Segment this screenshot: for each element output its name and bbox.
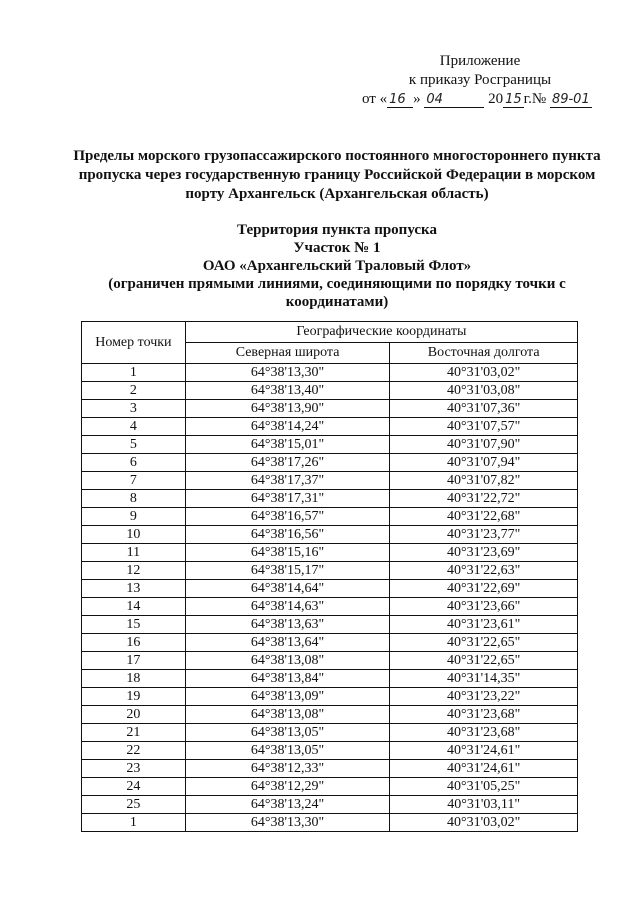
east-longitude-cell: 40°31'23,66" [390, 598, 578, 616]
appendix-header [362, 52, 590, 109]
point-number-cell: 9 [82, 508, 186, 526]
table-row [82, 436, 578, 454]
point-number-cell: 2 [82, 382, 186, 400]
table-row [82, 490, 578, 508]
point-number-cell: 22 [82, 742, 186, 760]
point-number-cell: 20 [82, 706, 186, 724]
north-latitude-cell: 64°38'14,63" [185, 598, 390, 616]
section-line-1: Территория пункта пропуска [237, 222, 437, 238]
date-prefix: от « [362, 91, 388, 107]
table-row [82, 670, 578, 688]
north-latitude-cell: 64°38'13,08" [185, 706, 390, 724]
east-longitude-cell: 40°31'05,25" [390, 778, 578, 796]
table-row [82, 616, 578, 634]
coordinates-table [81, 321, 578, 832]
point-number-cell: 21 [82, 724, 186, 742]
date-mid: » [413, 91, 421, 107]
date-month: 04 [424, 93, 484, 108]
title-line-1: Пределы морского грузопассажирского постоянного многостороннего пункта [73, 148, 601, 164]
east-longitude-cell: 40°31'03,02" [390, 814, 578, 832]
point-number-cell: 5 [82, 436, 186, 454]
point-number-cell: 12 [82, 562, 186, 580]
east-longitude-cell: 40°31'23,77" [390, 526, 578, 544]
east-longitude-cell: 40°31'23,69" [390, 544, 578, 562]
document-title [72, 147, 602, 204]
east-longitude-cell: 40°31'03,11" [390, 796, 578, 814]
east-longitude-cell: 40°31'23,61" [390, 616, 578, 634]
table-row [82, 526, 578, 544]
table-row [82, 454, 578, 472]
east-longitude-cell: 40°31'22,69" [390, 580, 578, 598]
title-line-3: порту Архангельск (Архангельская область) [185, 186, 489, 202]
north-latitude-cell: 64°38'15,17" [185, 562, 390, 580]
point-number-cell: 17 [82, 652, 186, 670]
north-latitude-cell: 64°38'13,09" [185, 688, 390, 706]
north-latitude-cell: 64°38'13,90" [185, 400, 390, 418]
point-number-cell: 24 [82, 778, 186, 796]
north-latitude-cell: 64°38'14,64" [185, 580, 390, 598]
section-line-3: ОАО «Архангельский Траловый Флот» [202, 258, 472, 274]
title-line-2: пропуска через государственную границу Российской Федерации в морском [78, 167, 596, 183]
table-row [82, 418, 578, 436]
table-row [82, 382, 578, 400]
east-longitude-cell: 40°31'22,65" [390, 634, 578, 652]
point-number-cell: 7 [82, 472, 186, 490]
point-number-cell: 15 [82, 616, 186, 634]
table-row [82, 364, 578, 382]
point-number-cell: 8 [82, 490, 186, 508]
table-row [82, 688, 578, 706]
point-number-cell: 19 [82, 688, 186, 706]
north-latitude-cell: 64°38'13,40" [185, 382, 390, 400]
header-east-longitude: Восточная долгота [390, 343, 578, 364]
east-longitude-cell: 40°31'24,61" [390, 760, 578, 778]
north-latitude-cell: 64°38'12,29" [185, 778, 390, 796]
north-latitude-cell: 64°38'13,24" [185, 796, 390, 814]
point-number-cell: 14 [82, 598, 186, 616]
number-label: г.№ [523, 91, 547, 107]
point-number-cell: 11 [82, 544, 186, 562]
north-latitude-cell: 64°38'13,30" [185, 814, 390, 832]
point-number-cell: 3 [82, 400, 186, 418]
table-row [82, 508, 578, 526]
east-longitude-cell: 40°31'23,68" [390, 706, 578, 724]
appendix-date-line [362, 90, 590, 109]
north-latitude-cell: 64°38'16,56" [185, 526, 390, 544]
north-latitude-cell: 64°38'17,26" [185, 454, 390, 472]
order-number: 89-01 [551, 92, 590, 107]
north-latitude-cell: 64°38'17,31" [185, 490, 390, 508]
north-latitude-cell: 64°38'13,08" [185, 652, 390, 670]
section-line-5: координатами) [285, 294, 389, 310]
header-geo-coordinates: Географические координаты [185, 322, 577, 343]
point-number-cell: 6 [82, 454, 186, 472]
section-line-2: Участок № 1 [293, 240, 381, 256]
point-number-cell: 18 [82, 670, 186, 688]
table-row [82, 580, 578, 598]
east-longitude-cell: 40°31'07,94" [390, 454, 578, 472]
point-number-cell: 10 [82, 526, 186, 544]
north-latitude-cell: 64°38'13,05" [185, 742, 390, 760]
table-row [82, 778, 578, 796]
north-latitude-cell: 64°38'13,30" [185, 364, 390, 382]
table-row [82, 652, 578, 670]
table-row [82, 400, 578, 418]
east-longitude-cell: 40°31'23,22" [390, 688, 578, 706]
east-longitude-cell: 40°31'07,36" [390, 400, 578, 418]
point-number-cell: 1 [82, 364, 186, 382]
east-longitude-cell: 40°31'03,02" [390, 364, 578, 382]
point-number-cell: 23 [82, 760, 186, 778]
table-row [82, 544, 578, 562]
east-longitude-cell: 40°31'07,57" [390, 418, 578, 436]
east-longitude-cell: 40°31'07,90" [390, 436, 578, 454]
table-row [82, 760, 578, 778]
section-heading [72, 221, 602, 311]
table-row [82, 562, 578, 580]
north-latitude-cell: 64°38'15,16" [185, 544, 390, 562]
appendix-order-ref: к приказу Росграницы [408, 72, 552, 88]
north-latitude-cell: 64°38'15,01" [185, 436, 390, 454]
header-north-latitude: Северная широта [185, 343, 390, 364]
north-latitude-cell: 64°38'12,33" [185, 760, 390, 778]
east-longitude-cell: 40°31'22,72" [390, 490, 578, 508]
north-latitude-cell: 64°38'14,24" [185, 418, 390, 436]
north-latitude-cell: 64°38'13,05" [185, 724, 390, 742]
north-latitude-cell: 64°38'16,57" [185, 508, 390, 526]
point-number-cell: 4 [82, 418, 186, 436]
appendix-label: Приложение [439, 53, 521, 69]
point-number-cell: 13 [82, 580, 186, 598]
table-row [82, 598, 578, 616]
north-latitude-cell: 64°38'13,63" [185, 616, 390, 634]
east-longitude-cell: 40°31'22,65" [390, 652, 578, 670]
point-number-cell: 25 [82, 796, 186, 814]
table-row [82, 706, 578, 724]
table-row [82, 472, 578, 490]
north-latitude-cell: 64°38'17,37" [185, 472, 390, 490]
north-latitude-cell: 64°38'13,64" [185, 634, 390, 652]
date-year-suffix: 15 [505, 92, 522, 107]
east-longitude-cell: 40°31'22,68" [390, 508, 578, 526]
date-year-prefix: 20 [488, 91, 504, 107]
east-longitude-cell: 40°31'24,61" [390, 742, 578, 760]
point-number-cell: 1 [82, 814, 186, 832]
east-longitude-cell: 40°31'14,35" [390, 670, 578, 688]
table-body [82, 364, 578, 832]
east-longitude-cell: 40°31'23,68" [390, 724, 578, 742]
section-line-4: (ограничен прямыми линиями, соединяющими по порядку точки с [108, 276, 566, 292]
east-longitude-cell: 40°31'22,63" [390, 562, 578, 580]
table-row [82, 742, 578, 760]
table-row [82, 796, 578, 814]
north-latitude-cell: 64°38'13,84" [185, 670, 390, 688]
east-longitude-cell: 40°31'03,08" [390, 382, 578, 400]
east-longitude-cell: 40°31'07,82" [390, 472, 578, 490]
table-row [82, 724, 578, 742]
date-day: 16 [387, 93, 413, 108]
table-row [82, 814, 578, 832]
point-number-cell: 16 [82, 634, 186, 652]
header-point-number: Номер точки [82, 322, 186, 364]
table-row [82, 634, 578, 652]
